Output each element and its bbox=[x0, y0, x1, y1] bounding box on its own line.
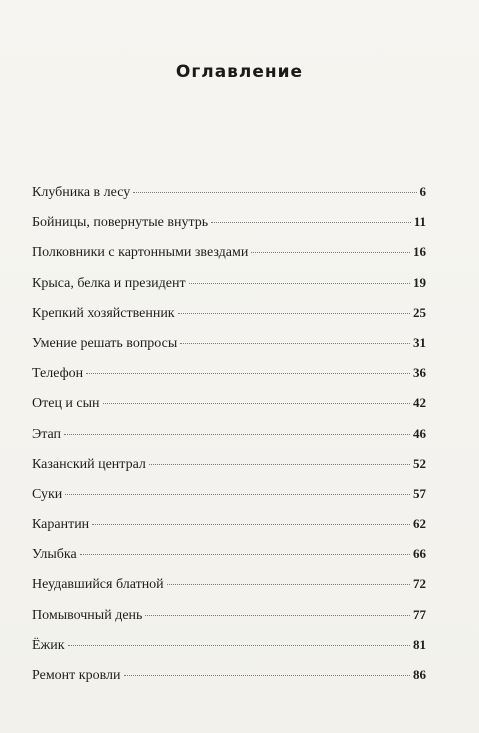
toc-entry-title: Бойницы, повернутые внутрь bbox=[32, 215, 209, 231]
toc-entry-page-number: 16 bbox=[413, 244, 426, 260]
toc-entry-page-number: 46 bbox=[413, 425, 426, 441]
toc-entry-page-number: 31 bbox=[413, 334, 426, 350]
toc-leader-dots bbox=[92, 524, 410, 525]
toc-leader-dots bbox=[124, 675, 411, 676]
toc-entry bbox=[32, 394, 426, 424]
toc-entry-title: Ёжик bbox=[32, 637, 65, 653]
toc-leader-dots bbox=[86, 373, 410, 374]
toc-entry-page-number: 25 bbox=[413, 304, 426, 320]
toc-entry-title: Полковники с картонными звездами bbox=[32, 245, 249, 261]
toc-entry-title: Ремонт кровли bbox=[32, 668, 121, 683]
toc-entry bbox=[32, 636, 426, 666]
toc-entry bbox=[32, 183, 426, 213]
toc-entry-title: Телефон bbox=[32, 366, 84, 382]
toc-entry-title: Этап bbox=[32, 426, 62, 442]
toc-entry-page-number: 77 bbox=[413, 606, 426, 622]
toc-leader-dots bbox=[178, 313, 410, 314]
page-title: Оглавление bbox=[175, 62, 304, 82]
toc-entry-title: Умение решать вопросы bbox=[32, 335, 178, 351]
toc-leader-dots bbox=[103, 403, 410, 404]
toc-entry bbox=[32, 485, 426, 515]
toc-entry-title: Отец и сын bbox=[32, 396, 100, 412]
toc-entry bbox=[32, 545, 426, 575]
toc-entry-page-number: 6 bbox=[419, 184, 426, 199]
toc-leader-dots bbox=[167, 584, 410, 585]
toc-entry bbox=[32, 213, 426, 243]
toc-entry-page-number: 52 bbox=[413, 455, 426, 471]
toc-leader-dots bbox=[80, 554, 410, 555]
toc-entry bbox=[32, 334, 426, 364]
toc-entry-title: Помывочный день bbox=[32, 607, 143, 623]
toc-entry-title: Крепкий хозяйственник bbox=[32, 305, 175, 321]
toc-entry-title: Улыбка bbox=[32, 547, 77, 563]
toc-entry-page-number: 86 bbox=[413, 667, 426, 682]
toc-entry-page-number: 72 bbox=[413, 576, 426, 592]
toc-leader-dots bbox=[189, 283, 410, 284]
toc-leader-dots bbox=[145, 615, 410, 616]
toc-entry-title: Крыса, белка и президент bbox=[32, 275, 186, 291]
toc-entry-page-number: 62 bbox=[413, 516, 426, 532]
toc-entry-page-number: 36 bbox=[413, 365, 426, 381]
toc-entry bbox=[32, 575, 426, 605]
toc-leader-dots bbox=[211, 222, 411, 223]
toc-leader-dots bbox=[180, 343, 410, 344]
toc-leader-dots bbox=[251, 252, 410, 253]
toc-entry-title: Казанский централ bbox=[32, 456, 146, 472]
toc-entry bbox=[32, 515, 426, 545]
toc-entry bbox=[32, 425, 426, 455]
toc-entry bbox=[32, 304, 426, 334]
toc-entry bbox=[32, 364, 426, 394]
toc-entry-page-number: 42 bbox=[413, 395, 426, 411]
toc-entry-title: Суки bbox=[32, 486, 63, 502]
toc-entry-title: Карантин bbox=[32, 517, 90, 533]
toc-leader-dots bbox=[133, 192, 416, 193]
toc-entry-title: Клубника в лесу bbox=[32, 185, 131, 200]
toc-entry bbox=[32, 455, 426, 485]
toc-leader-dots bbox=[65, 494, 410, 495]
toc-entry-page-number: 11 bbox=[413, 214, 426, 230]
toc-entry bbox=[32, 274, 426, 304]
toc-entry bbox=[32, 606, 426, 636]
toc-entry-page-number: 19 bbox=[413, 274, 426, 290]
toc-leader-dots bbox=[68, 645, 410, 646]
toc-leader-dots bbox=[149, 464, 410, 465]
toc-entry-page-number: 81 bbox=[413, 636, 426, 652]
toc-entry bbox=[32, 243, 426, 273]
toc-entry-page-number: 57 bbox=[413, 485, 426, 501]
toc-entry-page-number: 66 bbox=[413, 546, 426, 562]
toc-entry bbox=[32, 666, 426, 696]
toc-entry-title: Неудавшийся блатной bbox=[32, 577, 164, 593]
table-of-contents bbox=[32, 183, 426, 696]
toc-leader-dots bbox=[64, 434, 410, 435]
